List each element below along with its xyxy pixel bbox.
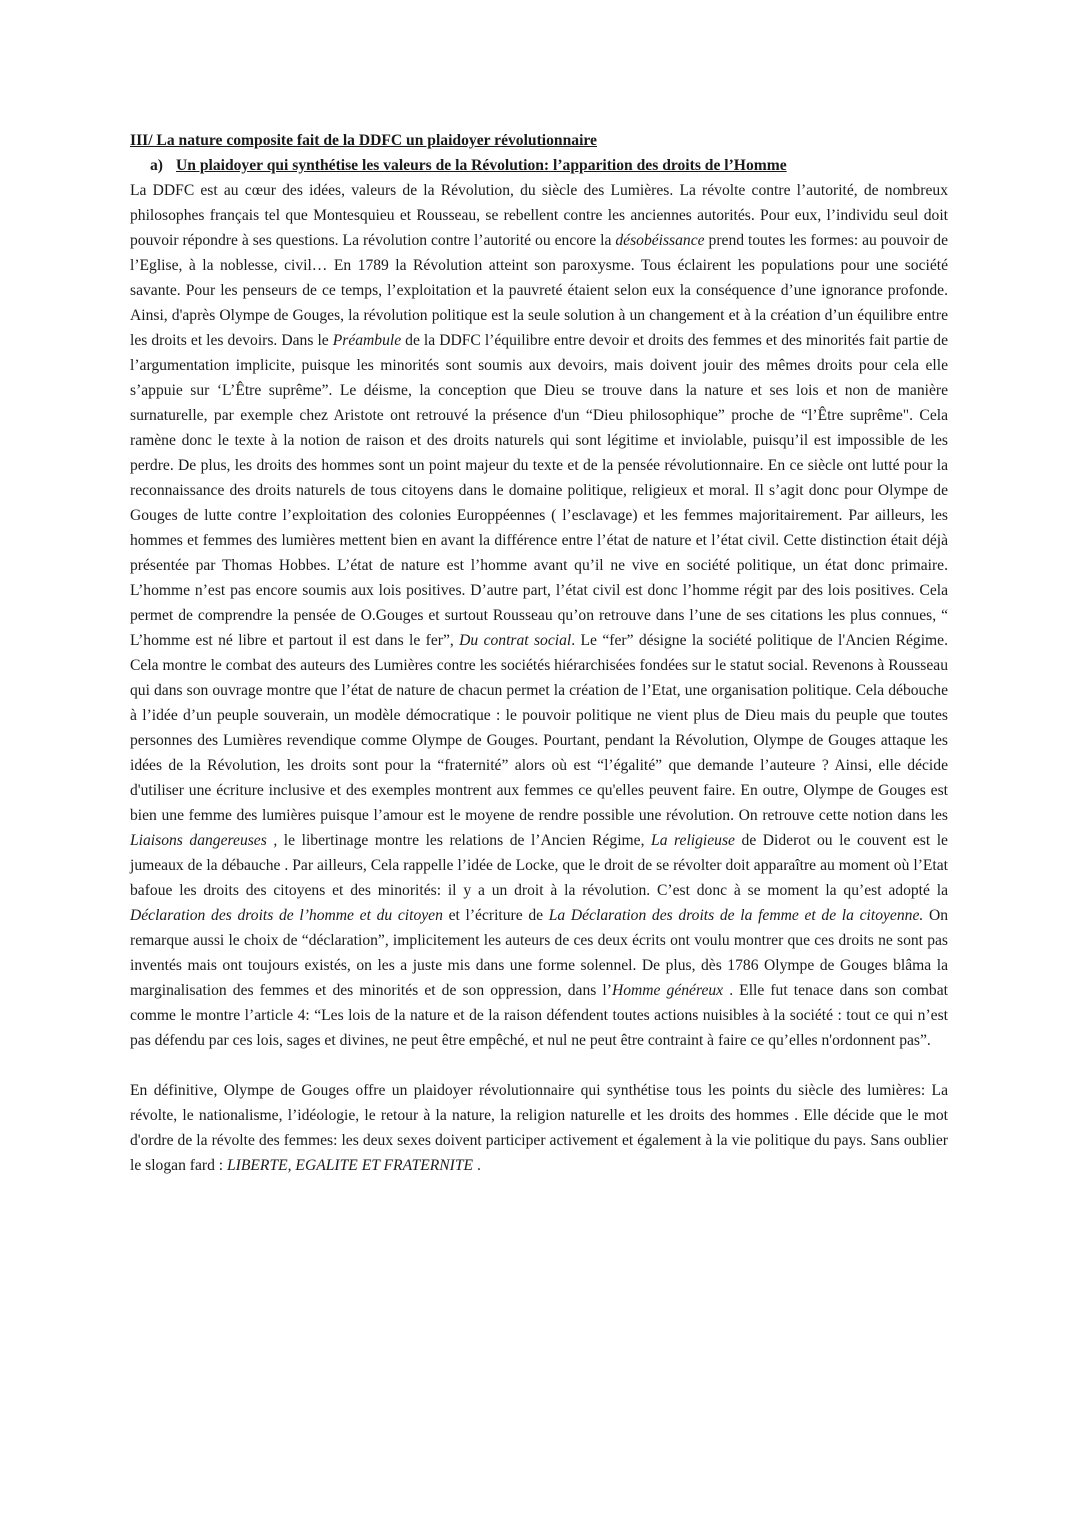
subheading-text: Un plaidoyer qui synthétise les valeurs de la Révolution: l’apparition des droits de l’Homme [176, 157, 787, 174]
body-paragraph [130, 178, 948, 1053]
body-text: le libertinage montre les relations de l’Ancien Régime, [277, 832, 652, 849]
italic-title: Déclaration des droits de l’homme et du citoyen [130, 907, 443, 924]
italic-term: désobéissance [615, 232, 705, 249]
italic-term: Préambule [332, 332, 402, 349]
document-page [130, 128, 948, 1178]
slogan: LIBERTE, EGALITE ET FRATERNITE [227, 1157, 474, 1174]
subheading-letter: a) [150, 157, 163, 174]
section-heading: III/ La nature composite fait de la DDFC un plaidoyer révolutionnaire [130, 132, 597, 149]
italic-title: Liaisons dangereuses , [130, 832, 278, 849]
italic-title: Homme généreux [611, 982, 724, 999]
body-text: On remarque aussi le choix de “déclaration”, implicitement les auteurs de ces deux écrits ont voulu montrer que ces droits ne sont pas inventés mais ont toujours existés, on les a juste mis dans une forme solennel. De plus, dès 1786 Olympe de Gouges blâma la marginalisation des femmes et des minorités et de son oppression, dans l’ [130, 907, 949, 999]
body-text: de la DDFC l’équilibre entre devoir et droits des femmes et des minorités fait partie de l’argumentation implicite, puisque les minorités sont soumis aux devoirs, mais doivent jouir des mêmes droits pour cela elle s’appuie sur ‘L’Être suprême”. Le déisme, la conception que Dieu se trouve dans la nature et ses lois et non de manière surnaturelle, par exemple chez Aristote ont retrouvé la présence d'un “Dieu philosophique” proche de “l’Être suprême". Cela ramène donc le texte à la notion de raison et des droits naturels qui sont légitime et inviolable, puisqu’il est impossible de les perdre. De plus, les droits des hommes sont un point majeur du texte et de la pensée révolutionnaire. En ce siècle ont lutté pour la reconnaissance des droits naturels de tous citoyens dans le domaine politique, religieux et moral. Il s’agit donc pour Olympe de Gouges de lutte contre l’exploitation des colonies Europpéennes ( l’esclavage) et les femmes majoritairement. Par ailleurs, les hommes et femmes des lumières mettent bien en avant la différence entre l’état de nature et l’état civil. Cette distinction était déjà présentée par Thomas Hobbes. L’état de nature est l’homme avant qu’il ne vive en société politique, un état donc primaire. L’homme n’est pas encore soumis aux lois positives. D’autre part, l’état civil est donc l’homme régit par des lois positives. Cela permet de comprendre la pensée de O.Gouges et surtout Rousseau qu’on retrouve dans l’une de ses citations les plus connues, “ L’homme est né libre et partout il est dans le fer”, [130, 332, 948, 649]
subheading [150, 153, 948, 178]
conclusion-paragraph [130, 1078, 948, 1178]
body-text: . Le “fer” désigne la société politique de l'Ancien Régime. Cela montre le combat des auteurs des Lumières contre les sociétés hiérarchisées fondées sur le statut social. Revenons à Rousseau qui dans son ouvrage montre que l’état de nature de chacun permet la création de l’Etat, une organisation politique. Cela débouche à l’idée d’un peuple souverain, un modèle démocratique : le pouvoir politique ne vient plus de Dieu mais du peuple que toutes personnes des Lumières revendique comme Olympe de Gouges. Pourtant, pendant la Révolution, Olympe de Gouges attaque les idées de la Révolution, les droits sont pour la “fraternité” alors où est “l’égalité” que demande l’auteure ? Ainsi, elle décide d'utiliser une écriture inclusive et des exemples montrent aux femmes ce qu'elles peuvent faire. En outre, Olympe de Gouges est bien une femme des lumières puisque l’amour est le moyene de rendre possible une révolution. On retrouve cette notion dans les [130, 632, 948, 824]
body-text: de Diderot ou le couvent est le jumeaux de la débauche . Par ailleurs, Cela rappelle l’idée de Locke, que le droit de se révolter doit apparaître au moment où l’Etat bafoue les droits des citoyens et des minorités: il y a un droit à la révolution. C’est donc à se moment la qu’est adopté la [130, 832, 948, 899]
italic-title: Du contrat social [459, 632, 572, 649]
body-text: prend toutes les formes: au pouvoir de l’Eglise, à la noblesse, civil… En 1789 la Révolution atteint son paroxysme. Tous éclairent les populations pour une société savante. Pour les penseurs de ce temps, l’exploitation et la pauvreté étaient selon eux la conséquence d’une ignorance profonde. Ainsi, d'après Olympe de Gouges, la révolution politique est la seule solution à un changement et à la création d’un équilibre entre les droits et les devoirs. Dans le [130, 232, 948, 349]
italic-title: La religieuse [651, 832, 735, 849]
paragraph-gap [130, 1053, 948, 1078]
conclusion-text: . [473, 1157, 481, 1174]
body-text: et l’écriture de [442, 907, 549, 924]
italic-title: La Déclaration des droits de la femme et de la citoyenne. [548, 907, 924, 924]
body-text: . Elle fut tenace dans son combat comme le montre l’article 4: “Les lois de la nature et de la raison défendent toutes actions nuisibles à la société : tout ce qui n’est pas défendu par ces lois, sages et divines, ne peut être empêché, et nul ne peut être contraint à faire ce qu’elles n'ordonnent pas”. [130, 982, 948, 1049]
conclusion-text: En définitive, Olympe de Gouges offre un plaidoyer révolutionnaire qui synthétise tous les points du siècle des lumières: La révolte, le nationalisme, l’idéologie, le retour à la nature, la religion naturelle et les droits des hommes . Elle décide que le mot d'ordre de la révolte des femmes: les deux sexes doivent participer activement et également à la vie politique du pays. Sans oublier le slogan fard : [130, 1082, 948, 1174]
body-text: La DDFC est au cœur des idées, valeurs de la Révolution, du siècle des Lumières. La révolte contre l’autorité, de nombreux philosophes français tel que Montesquieu et Rousseau, se rebellent contre les anciennes autorités. Pour eux, l’individu seul doit pouvoir répondre à ses questions. La révolution contre l’autorité ou encore la [130, 182, 948, 249]
